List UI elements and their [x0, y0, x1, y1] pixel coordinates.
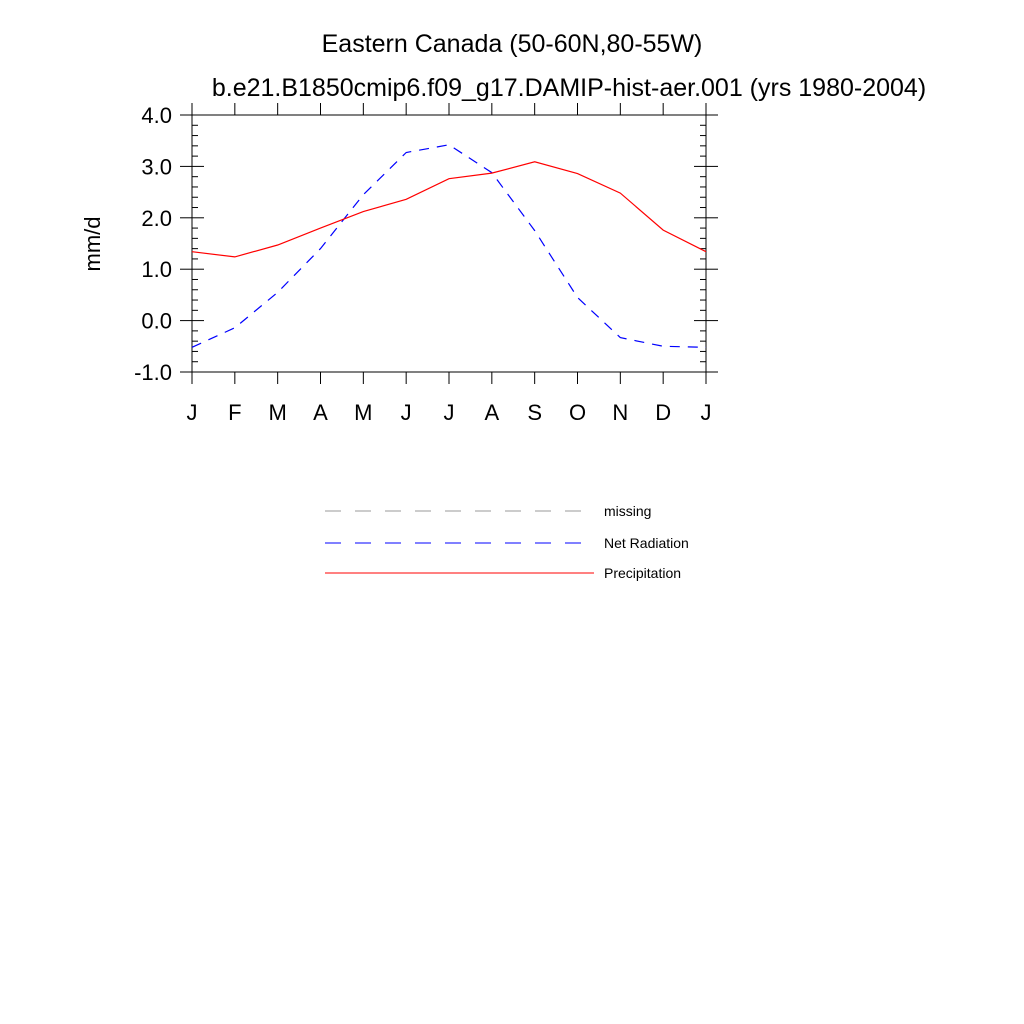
chart-title: Eastern Canada (50-60N,80-55W)	[321, 30, 703, 58]
legend-label: missing	[604, 503, 652, 519]
y-axis-label: mm/d	[80, 216, 105, 272]
x-tick-label: J	[400, 400, 412, 425]
legend-label: Precipitation	[604, 565, 682, 581]
legend-label: Net Radiation	[604, 535, 689, 551]
y-tick-label: 3.0	[141, 154, 172, 180]
x-tick-label: F	[228, 400, 242, 425]
x-tick-label: S	[527, 400, 543, 425]
x-tick-label: A	[313, 400, 328, 425]
y-tick-label: -1.0	[134, 360, 172, 385]
axis-ticks	[180, 103, 718, 384]
x-tick-label: D	[655, 400, 672, 425]
x-tick-label: A	[484, 400, 500, 425]
y-tick-label: 0.0	[141, 308, 172, 334]
x-tick-label: M	[354, 400, 373, 425]
series-line-net-radiation	[192, 145, 706, 347]
plot-frame	[192, 115, 706, 372]
x-tick-label: J	[700, 400, 712, 425]
x-tick-label: N	[612, 400, 629, 425]
x-tick-label: M	[268, 400, 287, 425]
series-lines	[192, 145, 706, 347]
y-tick-labels	[134, 103, 172, 385]
x-tick-label: J	[186, 400, 198, 425]
y-tick-label: 4.0	[141, 103, 172, 128]
x-tick-label: J	[443, 400, 455, 425]
x-tick-labels	[187, 400, 712, 425]
legend	[325, 503, 689, 581]
x-tick-label: O	[568, 400, 587, 425]
y-tick-label: 1.0	[141, 257, 172, 283]
chart-subtitle: b.e21.B1850cmip6.f09_g17.DAMIP-hist-aer.001 (yrs 1980-2004)	[211, 74, 927, 102]
y-tick-label: 2.0	[141, 205, 172, 231]
series-line-precipitation	[192, 162, 706, 257]
